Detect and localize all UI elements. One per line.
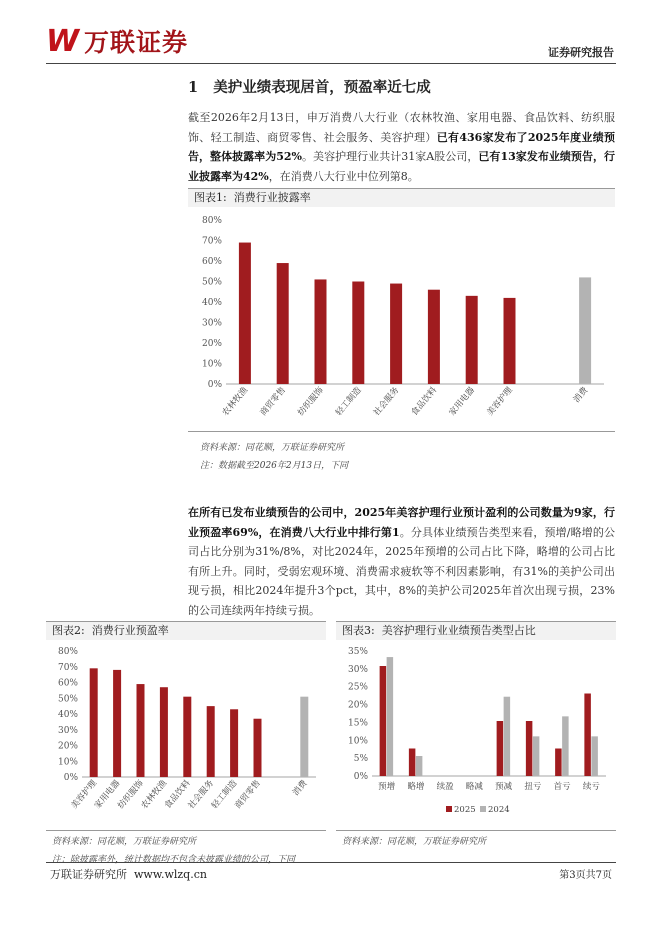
report-type: 证券研究报告 (548, 46, 614, 59)
chart3-bar-2024 (533, 736, 540, 776)
chart1-bar (390, 284, 402, 384)
chart2-category-label: 农林牧渔 (139, 778, 170, 811)
chart2-bar (254, 719, 262, 777)
chart3-bar-2024 (416, 756, 423, 776)
footer-divider (46, 862, 616, 863)
chart3-bar-2025 (584, 694, 591, 777)
chart3-legend-label: 2024 (488, 805, 510, 815)
chart2-category-label: 食品饮料 (163, 778, 193, 811)
chart2-ytick: 60% (57, 678, 78, 689)
chart1-category-label: 美容护理 (485, 385, 515, 418)
section-title-text: 美护业绩表现居首，预盈率近七成 (213, 79, 431, 96)
chart3-bar-2025 (409, 749, 416, 777)
chart3-ytick: 0% (353, 772, 368, 782)
chart1-bar (315, 279, 327, 384)
chart3-bar-2025 (555, 749, 562, 777)
p1-bold-2: 已有13家发布业绩预告，行业披露率为42% (188, 150, 615, 183)
figure-1-source: 资料来源：同花顺，万联证券研究所 (200, 443, 345, 453)
chart1-ytick: 60% (201, 257, 222, 267)
chart3-category-label: 略增 (407, 782, 425, 792)
chart1-category-label: 食品饮料 (409, 385, 440, 418)
paragraph-2 (188, 503, 615, 620)
chart2-ytick: 70% (57, 662, 78, 673)
figure-2-source: 资料来源：同花顺，万联证券研究所 (52, 837, 197, 847)
chart3-legend-swatch (446, 806, 452, 812)
chart3-legend-label: 2025 (454, 805, 476, 815)
chart2-bar (230, 709, 238, 777)
figure-3-title: 美容护理行业业绩预告类型占比 (381, 624, 536, 637)
chart2-category-label: 消费 (291, 778, 310, 798)
chart3-category-label: 预减 (495, 782, 513, 792)
chart1-bar (239, 243, 251, 384)
p1-text-1: 截至2026年2月13日，申万消费八大行业（农林牧渔、家用电器、食品饮料、纺织服饰、轻工制造、商贸零售、社会服务、美容护理） (188, 111, 615, 144)
chart3-ytick: 5% (353, 754, 368, 765)
figure-1-header (188, 189, 615, 207)
chart1-category-label: 农林牧渔 (220, 385, 251, 418)
chart1-ytick: 40% (201, 298, 222, 308)
figure-2-note: 注：除披露率外，统计数据均不包含未披露业绩的公司，下同 (52, 855, 296, 865)
chart3-category-label: 续盈 (436, 782, 454, 792)
chart3-ytick: 15% (347, 718, 368, 729)
chart2-category-label: 纺织服饰 (116, 778, 146, 811)
footer-page: 第3页共7页 (559, 870, 612, 881)
chart2-category-label: 美容护理 (69, 778, 99, 811)
chart1-category-label: 商贸零售 (258, 385, 288, 418)
chart1-bar (466, 296, 478, 384)
footer-org-name: 万联证券研究所 (50, 868, 127, 881)
figure-1-label: 图表1: (194, 191, 227, 204)
figure-1-note: 注：数据截至2026年2月13日，下同 (200, 461, 349, 471)
chart2-bar (137, 684, 145, 777)
figure-2-title: 消费行业预盈率 (91, 624, 169, 637)
chart2-bar (300, 697, 308, 777)
chart-profit-rate (46, 640, 326, 829)
chart2-ytick: 0% (63, 773, 78, 783)
chart3-category-label: 续亏 (582, 782, 600, 792)
footer-site[interactable]: www.wlzq.cn (134, 868, 207, 881)
chart3-ytick: 35% (347, 647, 368, 657)
footer-org (50, 866, 207, 882)
section-number: 1 (188, 79, 199, 96)
chart2-category-label: 商贸零售 (233, 778, 263, 811)
chart1-ytick: 70% (201, 236, 222, 247)
chart3-bar-2024 (591, 736, 598, 776)
chart2-bar (207, 706, 215, 777)
p2-text-1: 。分具体业绩预告类型来看，预增/略增的公司占比分别为31%/8%，对比2024年，2025年预增的公司占比下降，略增的公司占比有所上升。同时，受弱宏观环境、消费需求疲软等不利因素影响，有31%的美护公司出现亏损，相比2024年提升3个pct，其中，8%的美护公司2025年首次出现亏损，23%的公司连续两年持续亏损。 (188, 525, 615, 617)
figure-2 (46, 621, 326, 831)
chart3-bar-2024 (562, 716, 569, 776)
chart2-ytick: 50% (57, 694, 78, 705)
chart3-category-label: 首亏 (553, 782, 571, 792)
chart2-bar (160, 687, 168, 777)
chart1-ytick: 20% (201, 339, 222, 349)
chart3-bar-2024 (504, 697, 511, 776)
chart1-ytick: 10% (201, 359, 222, 370)
chart1-bar (352, 282, 364, 385)
chart-disclosure-rate (188, 207, 615, 430)
figure-1-title: 消费行业披露率 (233, 191, 311, 204)
chart2-category-label: 轻工制造 (209, 778, 240, 811)
figure-3-header (336, 622, 616, 640)
p1-text-3: ，在消费八大行业中位列第8。 (268, 169, 419, 183)
chart2-ytick: 40% (57, 710, 78, 720)
chart3-bar-2025 (380, 666, 387, 776)
chart1-ytick: 50% (201, 277, 222, 288)
logo-text: 万联证券 (84, 28, 189, 57)
chart3-bar-2024 (387, 657, 394, 776)
figure-3-source: 资料来源：同花顺，万联证券研究所 (342, 837, 487, 847)
chart-forecast-types (336, 640, 616, 829)
chart2-ytick: 10% (57, 757, 78, 768)
chart3-ytick: 20% (347, 700, 368, 711)
chart2-ytick: 20% (57, 741, 78, 752)
figure-2-header (46, 622, 326, 640)
header-divider (46, 63, 616, 64)
chart3-ytick: 10% (347, 736, 368, 747)
section-title (188, 76, 431, 97)
chart1-ytick: 80% (201, 216, 222, 226)
chart1-category-label: 社会服务 (371, 385, 402, 418)
chart1-category-label: 纺织服饰 (296, 385, 326, 418)
paragraph-1 (188, 108, 615, 186)
chart2-category-label: 社会服务 (186, 778, 216, 811)
chart2-ytick: 30% (57, 725, 78, 736)
chart2-bar (113, 670, 121, 777)
chart1-category-label: 轻工制造 (334, 385, 364, 418)
chart1-category-label: 家用电器 (447, 385, 477, 418)
chart3-bar-2025 (497, 721, 504, 776)
p1-bold-1: 已有436家发布了2025年度业绩预告，整体披露率为52% (188, 130, 616, 163)
logo-mark: W (46, 24, 80, 59)
chart1-bar (579, 277, 591, 384)
figure-3 (336, 621, 616, 831)
figure-1 (188, 188, 615, 432)
chart2-bar (183, 697, 191, 777)
figure-2-label: 图表2: (52, 624, 85, 637)
chart1-ytick: 30% (201, 318, 222, 329)
chart1-bar (504, 298, 516, 384)
chart3-category-label: 略减 (465, 782, 483, 792)
chart2-ytick: 80% (57, 647, 78, 657)
chart1-bar (428, 290, 440, 384)
chart1-ytick: 0% (207, 380, 222, 390)
chart3-category-label: 预增 (378, 782, 396, 792)
chart1-bar (277, 263, 289, 384)
chart3-ytick: 25% (347, 682, 368, 693)
chart1-category-label: 消费 (571, 385, 591, 405)
chart2-category-label: 家用电器 (92, 778, 123, 811)
chart3-bar-2025 (526, 721, 533, 776)
figure-3-label: 图表3: (342, 624, 375, 637)
p2-bold-1: 在所有已发布业绩预告的公司中，2025年美容护理行业预计盈利的公司数量为9家，行业预盈率69%，在消费八大行业中排行第1 (188, 506, 615, 539)
chart3-category-label: 扭亏 (524, 782, 542, 792)
chart2-bar (90, 668, 98, 777)
p1-text-2: 。美容护理行业共计31家A股公司， (301, 150, 479, 163)
chart3-legend-swatch (480, 806, 486, 812)
chart3-ytick: 30% (347, 664, 368, 675)
